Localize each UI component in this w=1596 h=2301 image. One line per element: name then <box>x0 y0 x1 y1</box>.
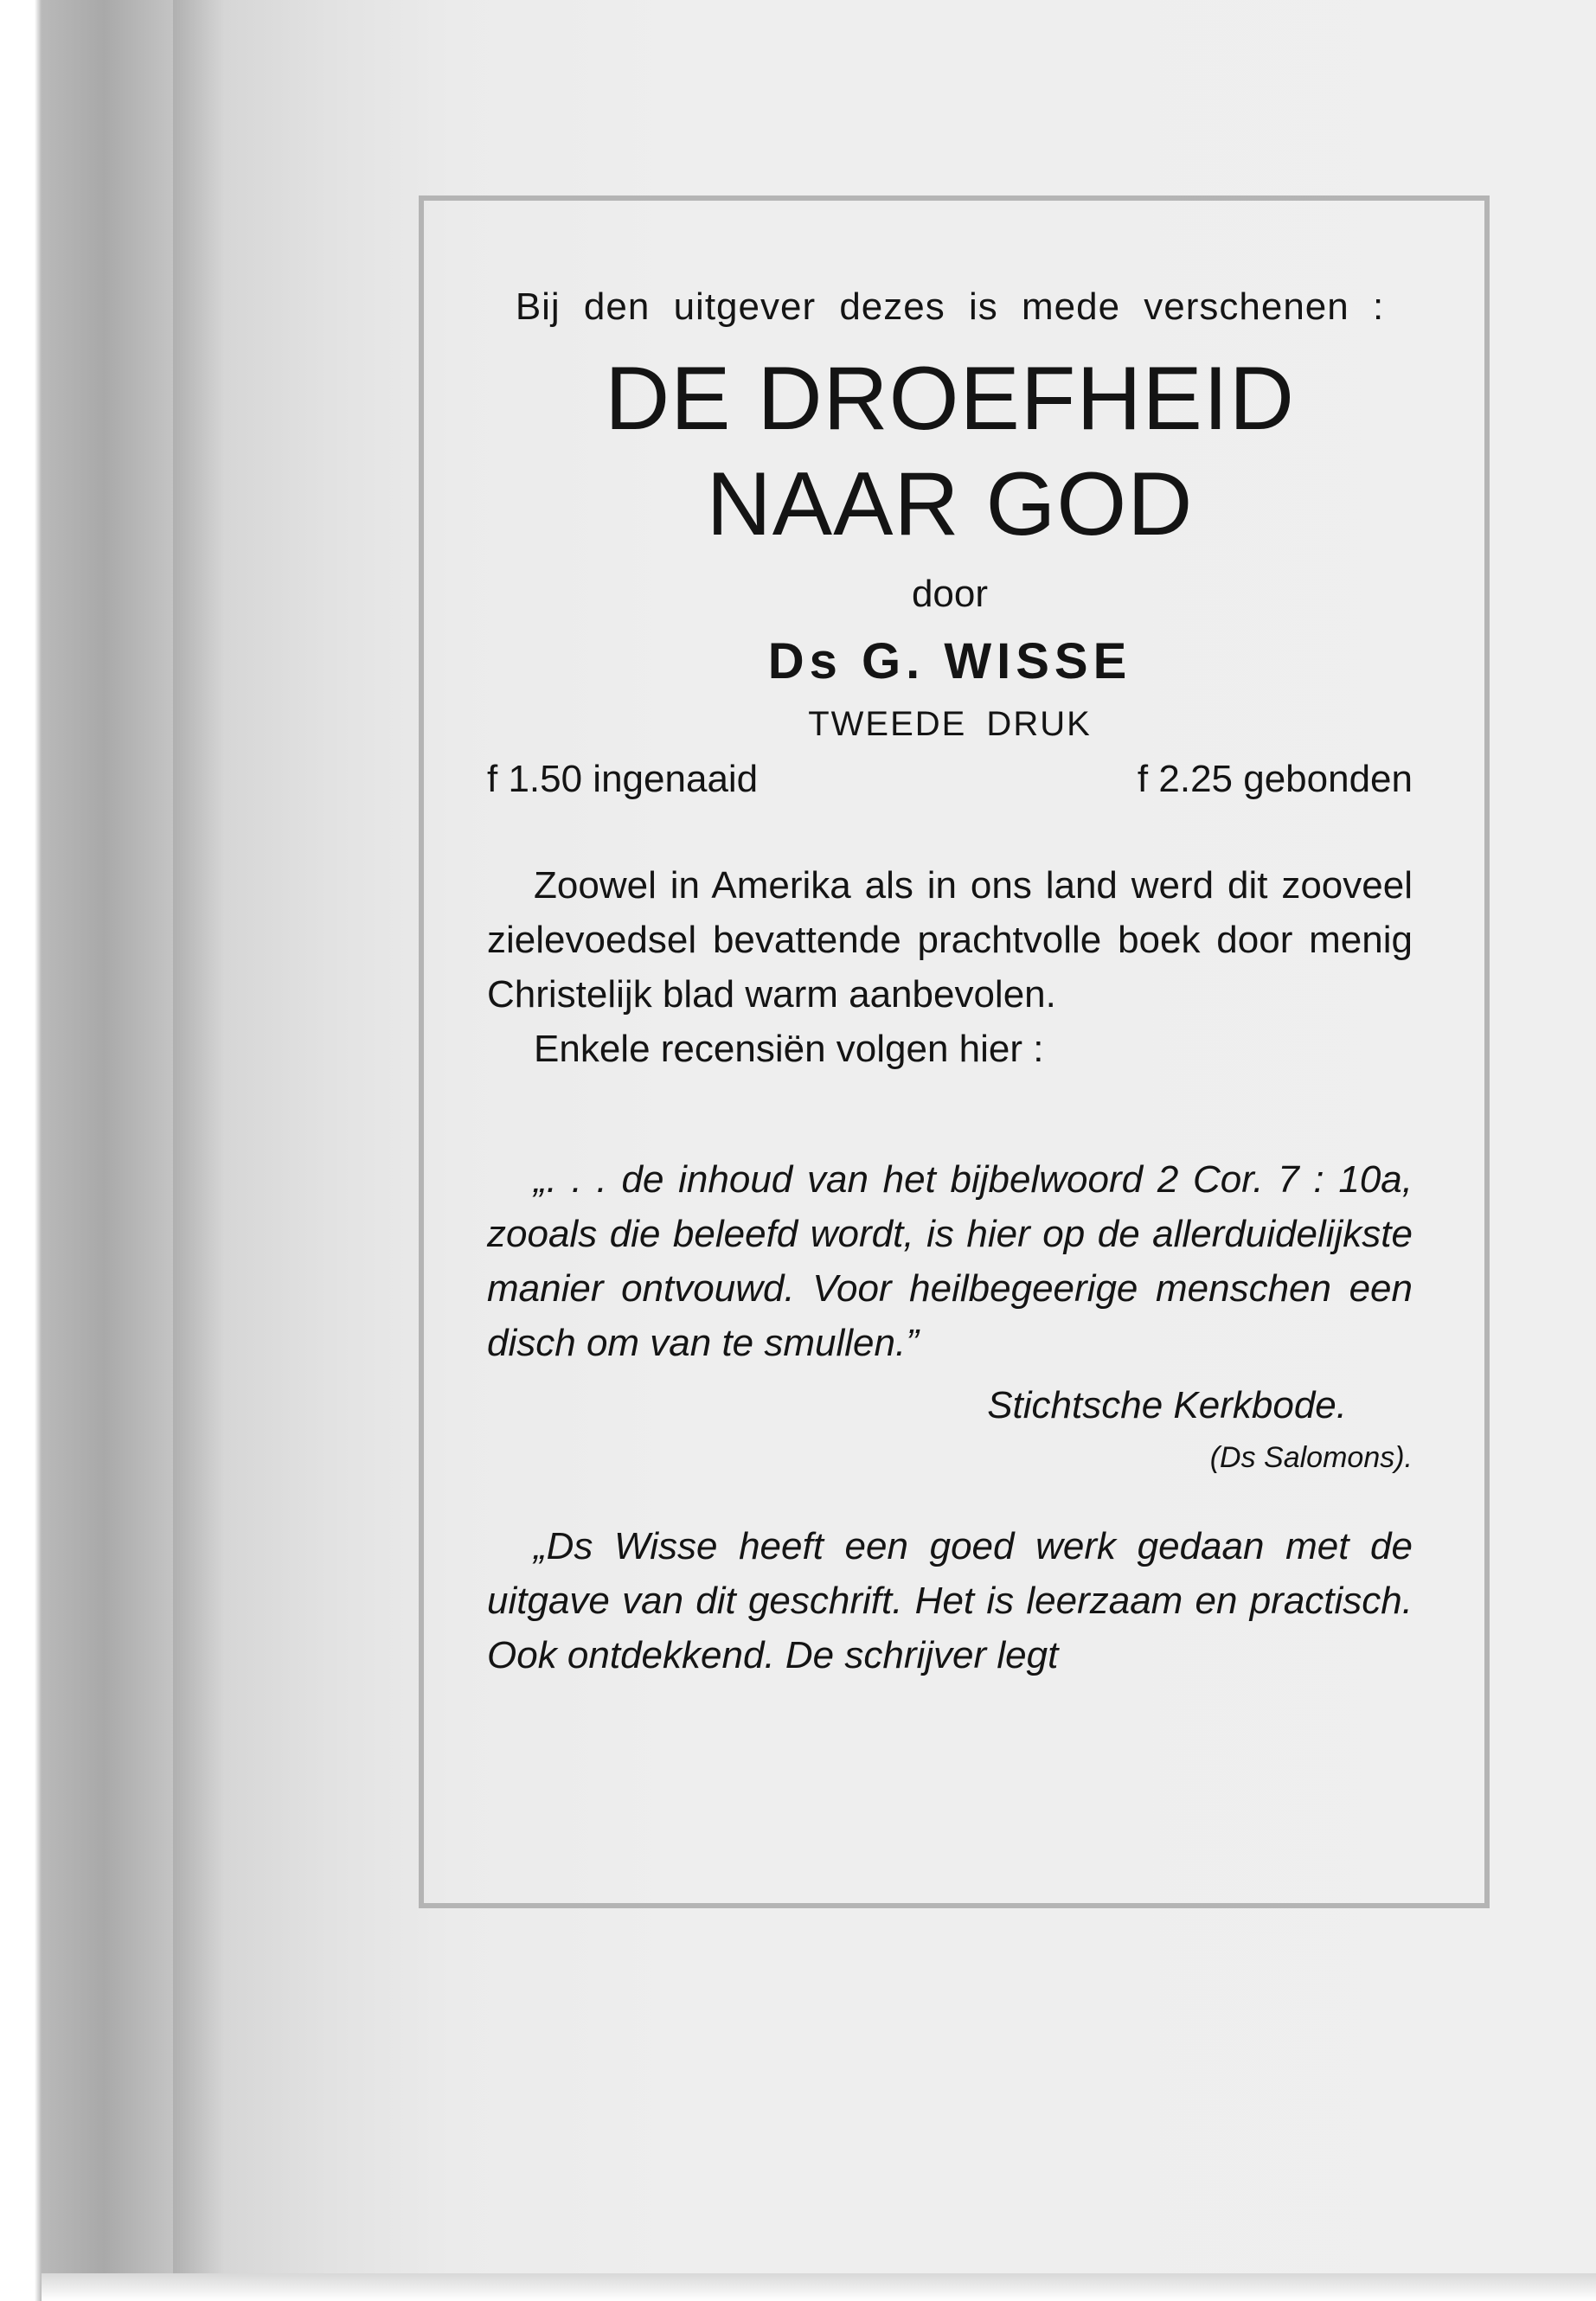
review-2-text: „Ds Wisse heeft een goed werk gedaan met de uitgave van dit geschrift. Het is leerzaam en practisch. Ook ontdekkend. De schrijver legt <box>487 1525 1413 1676</box>
description-block <box>487 858 1413 1076</box>
price-paperback: f 1.50 ingenaaid <box>487 758 759 800</box>
book-title-line-1: DE DROEFHEID <box>605 349 1295 449</box>
price-hardcover: f 2.25 gebonden <box>1137 758 1413 800</box>
reviews-intro: Enkele recensiën volgen hier : <box>534 1028 1044 1070</box>
edition-label: TWEEDE DRUK <box>808 705 1092 743</box>
by-label: door <box>911 573 989 615</box>
review-1-source: Stichtsche Kerkbode. <box>987 1384 1347 1426</box>
book-title <box>487 346 1413 557</box>
publisher-intro: Bij den uitgever dezes is mede verschenen : <box>515 285 1385 328</box>
advertisement-content <box>487 268 1413 1682</box>
review-1 <box>487 1152 1413 1370</box>
price-line <box>487 749 1413 810</box>
author-name: Ds G. WISSE <box>767 633 1132 689</box>
spine-shadow <box>173 0 225 2301</box>
page-bottom-edge <box>42 2273 1596 2301</box>
review-2 <box>487 1519 1413 1682</box>
review-1-text: „. . . de inhoud van het bijbelwoord 2 Cor. 7 : 10a, zooals die beleefd wordt, is hier op de allerduidelijkste manier ontvouwd. Voor heilbegeerige menschen een disch om van te smullen.” <box>487 1158 1413 1364</box>
review-1-reviewer: (Ds Salomons). <box>1209 1441 1413 1474</box>
book-title-line-2: NAAR GOD <box>706 454 1194 554</box>
description-paragraph: Zoowel in Amerika als in ons land werd dit zooveel zielevoedsel bevattende prachtvolle boek door menig Christelijk blad warm aanbevolen. <box>487 864 1413 1016</box>
